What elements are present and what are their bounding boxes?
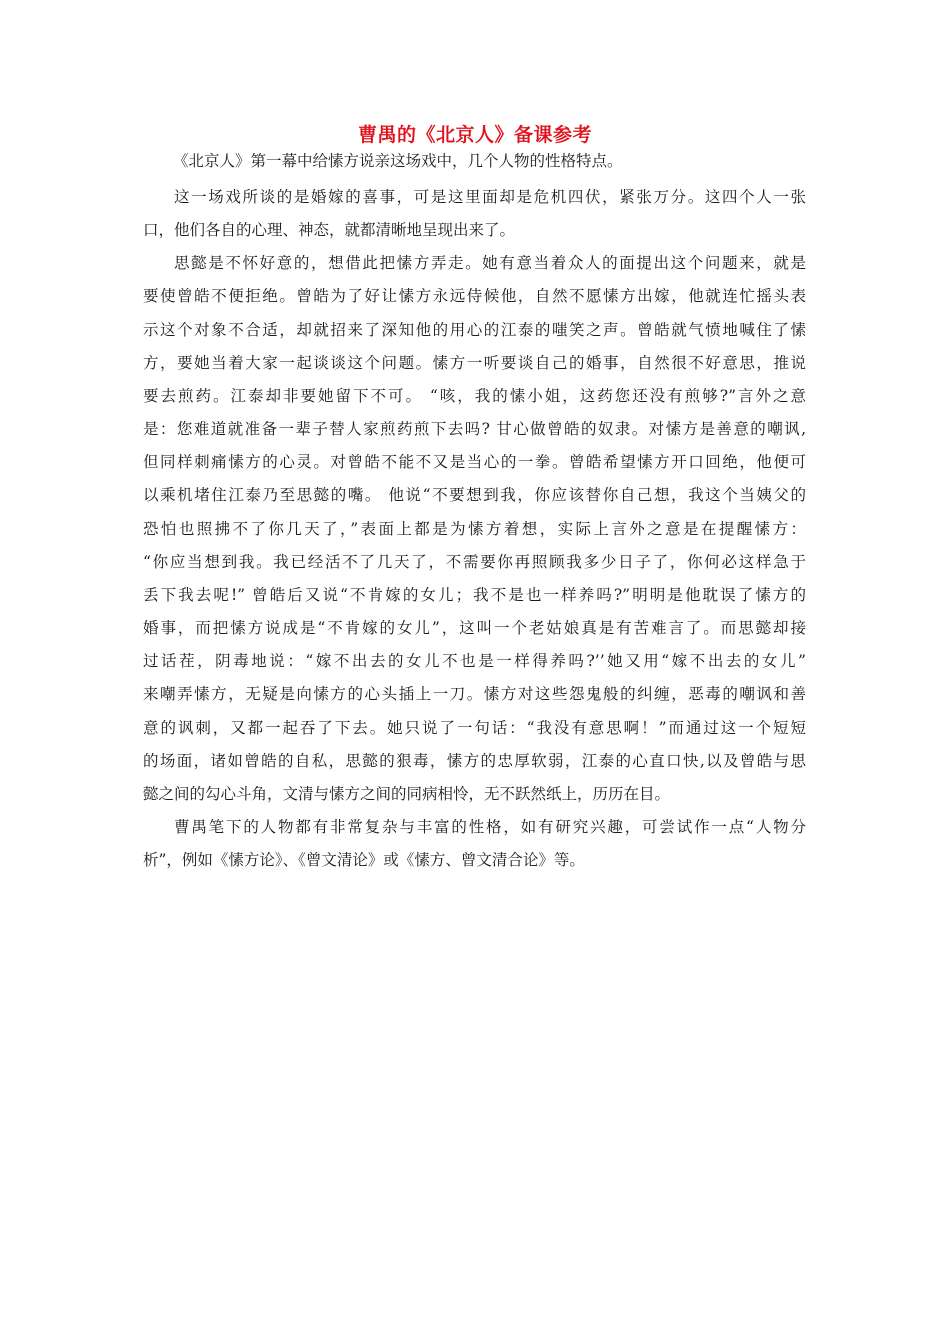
paragraph-line: 恐怕也照拂不了你几天了，”表面上都是为愫方着想，实际上言外之意是在提醒愫方：	[143, 519, 806, 538]
paragraph-line: 口，他们各自的心理、神态，就都清晰地呈现出来了。	[143, 221, 516, 240]
paragraph-line: 这一场戏所谈的是婚嫁的喜事，可是这里面却是危机四伏，紧张万分。这四个人一张	[174, 188, 806, 206]
paragraph-line: 过话茬，阴毒地说：“嫁不出去的女儿不也是一样得养吗?’’她又用“嫁不出去的女儿”	[143, 652, 806, 671]
intro-line: 《北京人》第一幕中给愫方说亲这场戏中，几个人物的性格特点。	[173, 152, 623, 170]
paragraph-line: “你应当想到我。我已经活不了几天了，不需要你再照顾我多少日子了，你何必这样急于	[143, 552, 806, 571]
paragraph	[143, 247, 806, 811]
paragraph-line: 来嘲弄愫方，无疑是向愫方的心头插上一刀。愫方对这些怨鬼般的纠缠，恶毒的嘲讽和善	[143, 685, 806, 704]
paragraph-line: 婚事，而把愫方说成是“不肯嫁的女儿”，这叫一个老姑娘真是有苦难言了。而思懿却接	[143, 619, 806, 638]
paragraph-line: 以乘机堵住江泰乃至思懿的嘴。 他说“不要想到我，你应该替你自己想，我这个当姨父的	[143, 486, 806, 505]
paragraph-line: 丢下我去呢!” 曾皓后又说“不肯嫁的女儿；我不是也一样养吗?”明明是他耽误了愫方的	[143, 585, 806, 604]
paragraph	[143, 181, 806, 247]
paragraph-line: 但同样刺痛愫方的心灵。对曾皓不能不又是当心的一拳。曾皓希望愫方开口回绝，他便可	[143, 453, 806, 472]
paragraph-line: 要使曾皓不便拒绝。曾皓为了好让愫方永远侍候他，自然不愿愫方出嫁，他就连忙摇头表	[143, 287, 806, 306]
paragraph-line: 懿之间的勾心斗角，文清与愫方之间的同病相怜，无不跃然纸上，历历在目。	[143, 784, 671, 803]
document-body	[143, 181, 806, 877]
paragraph-line: 方，要她当着大家一起谈谈这个问题。愫方一听要谈自己的婚事，自然很不好意思，推说	[143, 353, 806, 372]
paragraph	[143, 811, 806, 877]
document-title: 曹禺的《北京人》备课参考	[357, 124, 592, 146]
paragraph-line: 示这个对象不合适，却就招来了深知他的用心的江泰的嗤笑之声。曾皓就气愤地喊住了愫	[143, 320, 806, 339]
paragraph-line: 曹禺笔下的人物都有非常复杂与丰富的性格，如有研究兴趣，可尝试作一点“人物分	[174, 817, 806, 836]
paragraph-line: 要去煎药。江泰却非要她留下不可。 “咳，我的愫小姐，这药您还没有煎够?”言外之意	[143, 386, 806, 405]
paragraph-line: 析”，例如《愫方论》、《曾文清论》或《愫方、曾文清合论》等。	[143, 851, 585, 870]
paragraph-line: 意的讽刺，又都一起吞了下去。她只说了一句话：“我没有意思啊！”而通过这一个短短	[143, 718, 806, 737]
paragraph-line: 思懿是不怀好意的，想借此把愫方弄走。她有意当着众人的面提出这个问题来，就是	[174, 254, 806, 273]
paragraph-line: 是：您难道就准备一辈子替人家煎药煎下去吗? 甘心做曾皓的奴隶。对愫方是善意的嘲讽,	[143, 420, 806, 439]
paragraph-line: 的场面，诸如曾皓的自私，思懿的狠毒，愫方的忠厚软弱，江泰的心直口快,以及曾皓与思	[143, 751, 806, 770]
